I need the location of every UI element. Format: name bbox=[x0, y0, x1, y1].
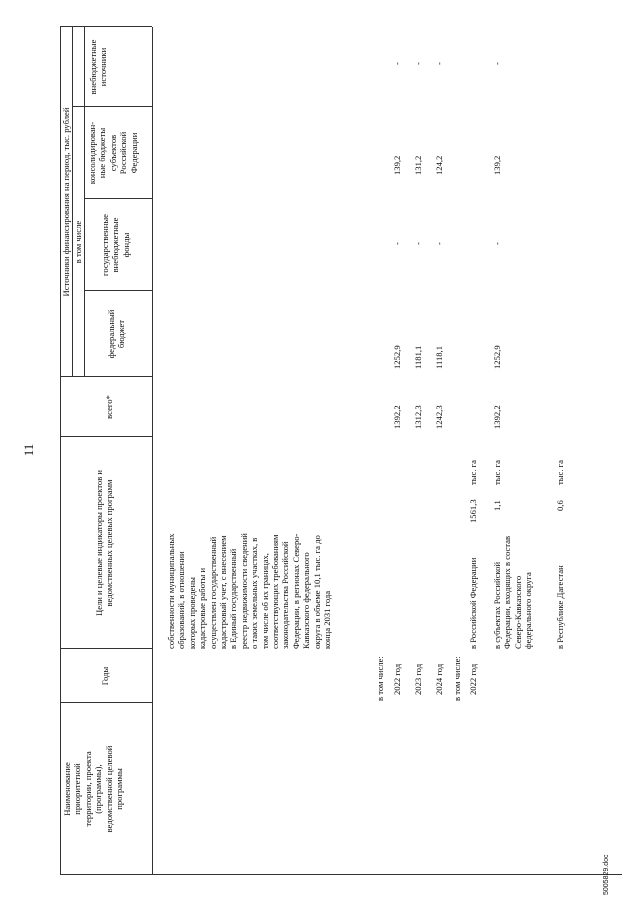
second-extra: - bbox=[492, 62, 502, 65]
indicator-russia-value: 1561,3 bbox=[468, 499, 478, 523]
page-number: 11 bbox=[21, 443, 36, 457]
total-2023: 1312,3 bbox=[413, 405, 423, 429]
indicator-dagestan-unit: тыс. га bbox=[555, 460, 565, 485]
header-regional-col: консолидирован- ные бюджеты субъектов Российской Федерации bbox=[87, 121, 139, 185]
indicator-skfo-text: в субъектах Российской Федерации, входящих в состав Северо-Кавказского федерального округа bbox=[492, 535, 534, 649]
federal-2023: 1181,1 bbox=[413, 345, 423, 369]
header-including: в том числе bbox=[73, 220, 83, 264]
second-federal: 1252,9 bbox=[492, 345, 502, 369]
total-2024: 1242,3 bbox=[434, 405, 444, 429]
header-years-col: Годы bbox=[100, 666, 110, 686]
second-year-2022: 2022 год bbox=[468, 663, 478, 695]
indicator-skfo-unit: тыс. га bbox=[492, 460, 502, 485]
extra-2024: - bbox=[434, 62, 444, 65]
funds-2022: - bbox=[392, 242, 402, 245]
second-label-in-number: в том числе: bbox=[452, 656, 462, 701]
second-funds: - bbox=[492, 242, 502, 245]
label-in-number: в том числе: bbox=[375, 656, 385, 701]
header-federal-col: федеральный бюджет bbox=[106, 309, 127, 359]
header-name-col: Наименование приоритетной территории, проекта (программы), ведомственной целевой программы bbox=[62, 745, 125, 833]
indicator-russia-unit: тыс. га bbox=[468, 460, 478, 485]
second-regional: 139,2 bbox=[492, 155, 502, 175]
footer-filename: 5005829.doc bbox=[603, 854, 610, 895]
goal-description: собственности муниципальных образований, в отношении которых проведены кадастровые работы и осуществлен государственный кадастровый учет, с внесением в Единый государственный реестр недвижимости сведений о таких земельных участках, в том числе об их границах, соответствующих требованиям законодательства Российской Федерации, в регионах Северо- Кавказского федерального округа в объеме 10,1 тыс. га до конца 2031 года bbox=[166, 533, 333, 649]
indicator-skfo-value: 1,1 bbox=[492, 500, 502, 511]
header-sources-title: Источники финансирования на период, тыс. рублей bbox=[61, 107, 71, 297]
year-2022: 2022 год bbox=[392, 663, 402, 695]
indicator-dagestan-value: 0,6 bbox=[555, 500, 565, 511]
indicator-russia-text: в Российской Федерации bbox=[468, 557, 478, 649]
including-line bbox=[84, 27, 85, 377]
extra-2023: - bbox=[413, 62, 423, 65]
regional-2022: 139,2 bbox=[392, 155, 402, 175]
total-2022: 1392,2 bbox=[392, 405, 402, 429]
year-2024: 2024 год bbox=[434, 663, 444, 695]
regional-2024: 124,2 bbox=[434, 155, 444, 175]
table-left-border bbox=[60, 874, 622, 875]
regional-2023: 131,2 bbox=[413, 155, 423, 175]
header-total-col: всего* bbox=[104, 395, 114, 419]
funds-2023: - bbox=[413, 242, 423, 245]
header-funds-col: государственные внебюджетные фонды bbox=[100, 214, 131, 276]
federal-2024: 1118,1 bbox=[434, 346, 444, 369]
header-extra-col: внебюджетные источники bbox=[88, 39, 109, 95]
header-bottom-line bbox=[152, 27, 153, 875]
indicator-dagestan-text: в Республике Дагестан bbox=[555, 565, 565, 649]
header-goals-col: Цели и целевые индикаторы проектов и ведомственных целевых программ bbox=[94, 470, 115, 616]
second-total: 1392,2 bbox=[492, 405, 502, 429]
federal-2022: 1252,9 bbox=[392, 345, 402, 369]
year-2023: 2023 год bbox=[413, 663, 423, 695]
funds-2024: - bbox=[434, 242, 444, 245]
extra-2022: - bbox=[392, 62, 402, 65]
